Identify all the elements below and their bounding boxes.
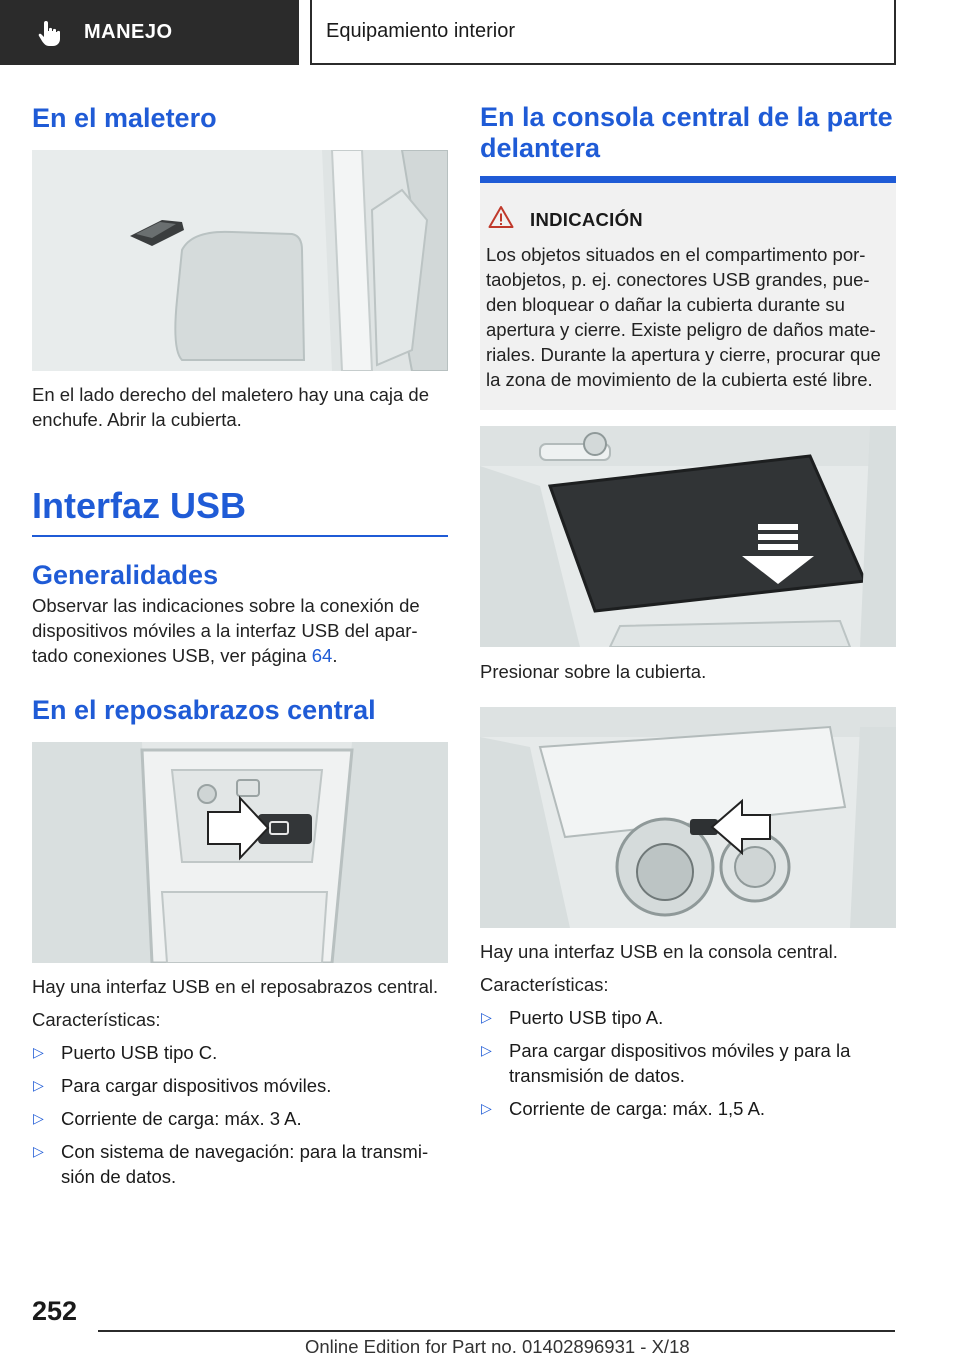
trunk-socket-illustration bbox=[32, 150, 448, 371]
footer-edition: Online Edition for Part no. 01402896931 - X/18 bbox=[305, 1336, 690, 1357]
triangle-right-outline-icon: ▷ bbox=[33, 1044, 44, 1060]
note-header bbox=[488, 205, 888, 234]
heading-reposabrazos: En el reposabrazos central bbox=[32, 695, 376, 725]
heading-rule bbox=[32, 535, 448, 537]
console-cover-illustration bbox=[480, 426, 896, 647]
console-usb-illustration bbox=[480, 707, 896, 928]
list-item: ▷ Corriente de carga: máx. 3 A. bbox=[33, 1108, 302, 1129]
warning-triangle-icon bbox=[488, 205, 514, 234]
triangle-right-outline-icon: ▷ bbox=[33, 1077, 44, 1093]
armrest-features-label: Características: bbox=[32, 1009, 161, 1030]
header-section-tab bbox=[0, 0, 299, 65]
note-top-rule bbox=[480, 176, 896, 183]
triangle-right-outline-icon: ▷ bbox=[33, 1143, 44, 1159]
console-text: Hay una interfaz USB en la consola central. bbox=[480, 941, 838, 962]
warning-note bbox=[480, 183, 896, 410]
list-item: ▷ Con sistema de navegación: para la transmi-sión de datos. bbox=[33, 1141, 429, 1187]
heading-generalidades: Generalidades bbox=[32, 560, 219, 590]
heading-consola: En la consola central de la parte delantera bbox=[480, 102, 893, 163]
left-column bbox=[32, 100, 448, 1197]
triangle-right-outline-icon: ▷ bbox=[481, 1009, 492, 1025]
list-item: ▷ Puerto USB tipo C. bbox=[33, 1042, 218, 1063]
triangle-right-outline-icon: ▷ bbox=[33, 1110, 44, 1126]
header-chapter-tab bbox=[310, 0, 896, 65]
general-text: Observar las indicaciones sobre la conexión de dispositivos móviles a la interfaz USB del apar-tado conexiones USB, ver página 64. bbox=[32, 595, 420, 666]
page-link[interactable]: 64 bbox=[311, 645, 333, 666]
press-text: Presionar sobre la cubierta. bbox=[480, 661, 707, 682]
heading-interfaz-usb: Interfaz USB bbox=[32, 485, 247, 526]
list-item: ▷ Corriente de carga: máx. 1,5 A. bbox=[481, 1098, 766, 1119]
section-title: MANEJO bbox=[84, 21, 173, 43]
heading-maletero: En el maletero bbox=[32, 103, 217, 133]
note-text: Los objetos situados en el compartimento por-taobjetos, p. ej. conectores USB grandes, pue-den bloquear o dañar la cubierta durante su apertura y cierre. Existe peligro de daños mate-riales. Durante la apertura y cierre, procurar que la zona de movimiento de la cubierta esté libre. bbox=[486, 244, 881, 390]
maletero-text: En el lado derecho del maletero hay una caja de enchufe. Abrir la cubierta. bbox=[32, 384, 429, 430]
triangle-right-outline-icon: ▷ bbox=[481, 1042, 492, 1058]
list-item: ▷ Para cargar dispositivos móviles. bbox=[33, 1075, 332, 1096]
chapter-title: Equipamiento interior bbox=[326, 20, 515, 42]
armrest-usb-illustration bbox=[32, 742, 448, 963]
console-features-list bbox=[480, 1005, 896, 1121]
list-item: ▷ Puerto USB tipo A. bbox=[481, 1007, 664, 1028]
list-item: ▷ Para cargar dispositivos móviles y para la transmisión de datos. bbox=[481, 1040, 851, 1086]
armrest-features-list bbox=[32, 1040, 448, 1189]
footer-rule bbox=[98, 1330, 895, 1332]
hand-pointer-icon bbox=[38, 19, 62, 47]
note-title: INDICACIÓN bbox=[530, 208, 643, 230]
triangle-right-outline-icon: ▷ bbox=[481, 1100, 492, 1116]
page-number: 252 bbox=[32, 1296, 78, 1326]
armrest-text: Hay una interfaz USB en el reposabrazos central. bbox=[32, 976, 439, 997]
right-column bbox=[480, 100, 896, 1129]
console-features-label: Características: bbox=[480, 974, 609, 995]
